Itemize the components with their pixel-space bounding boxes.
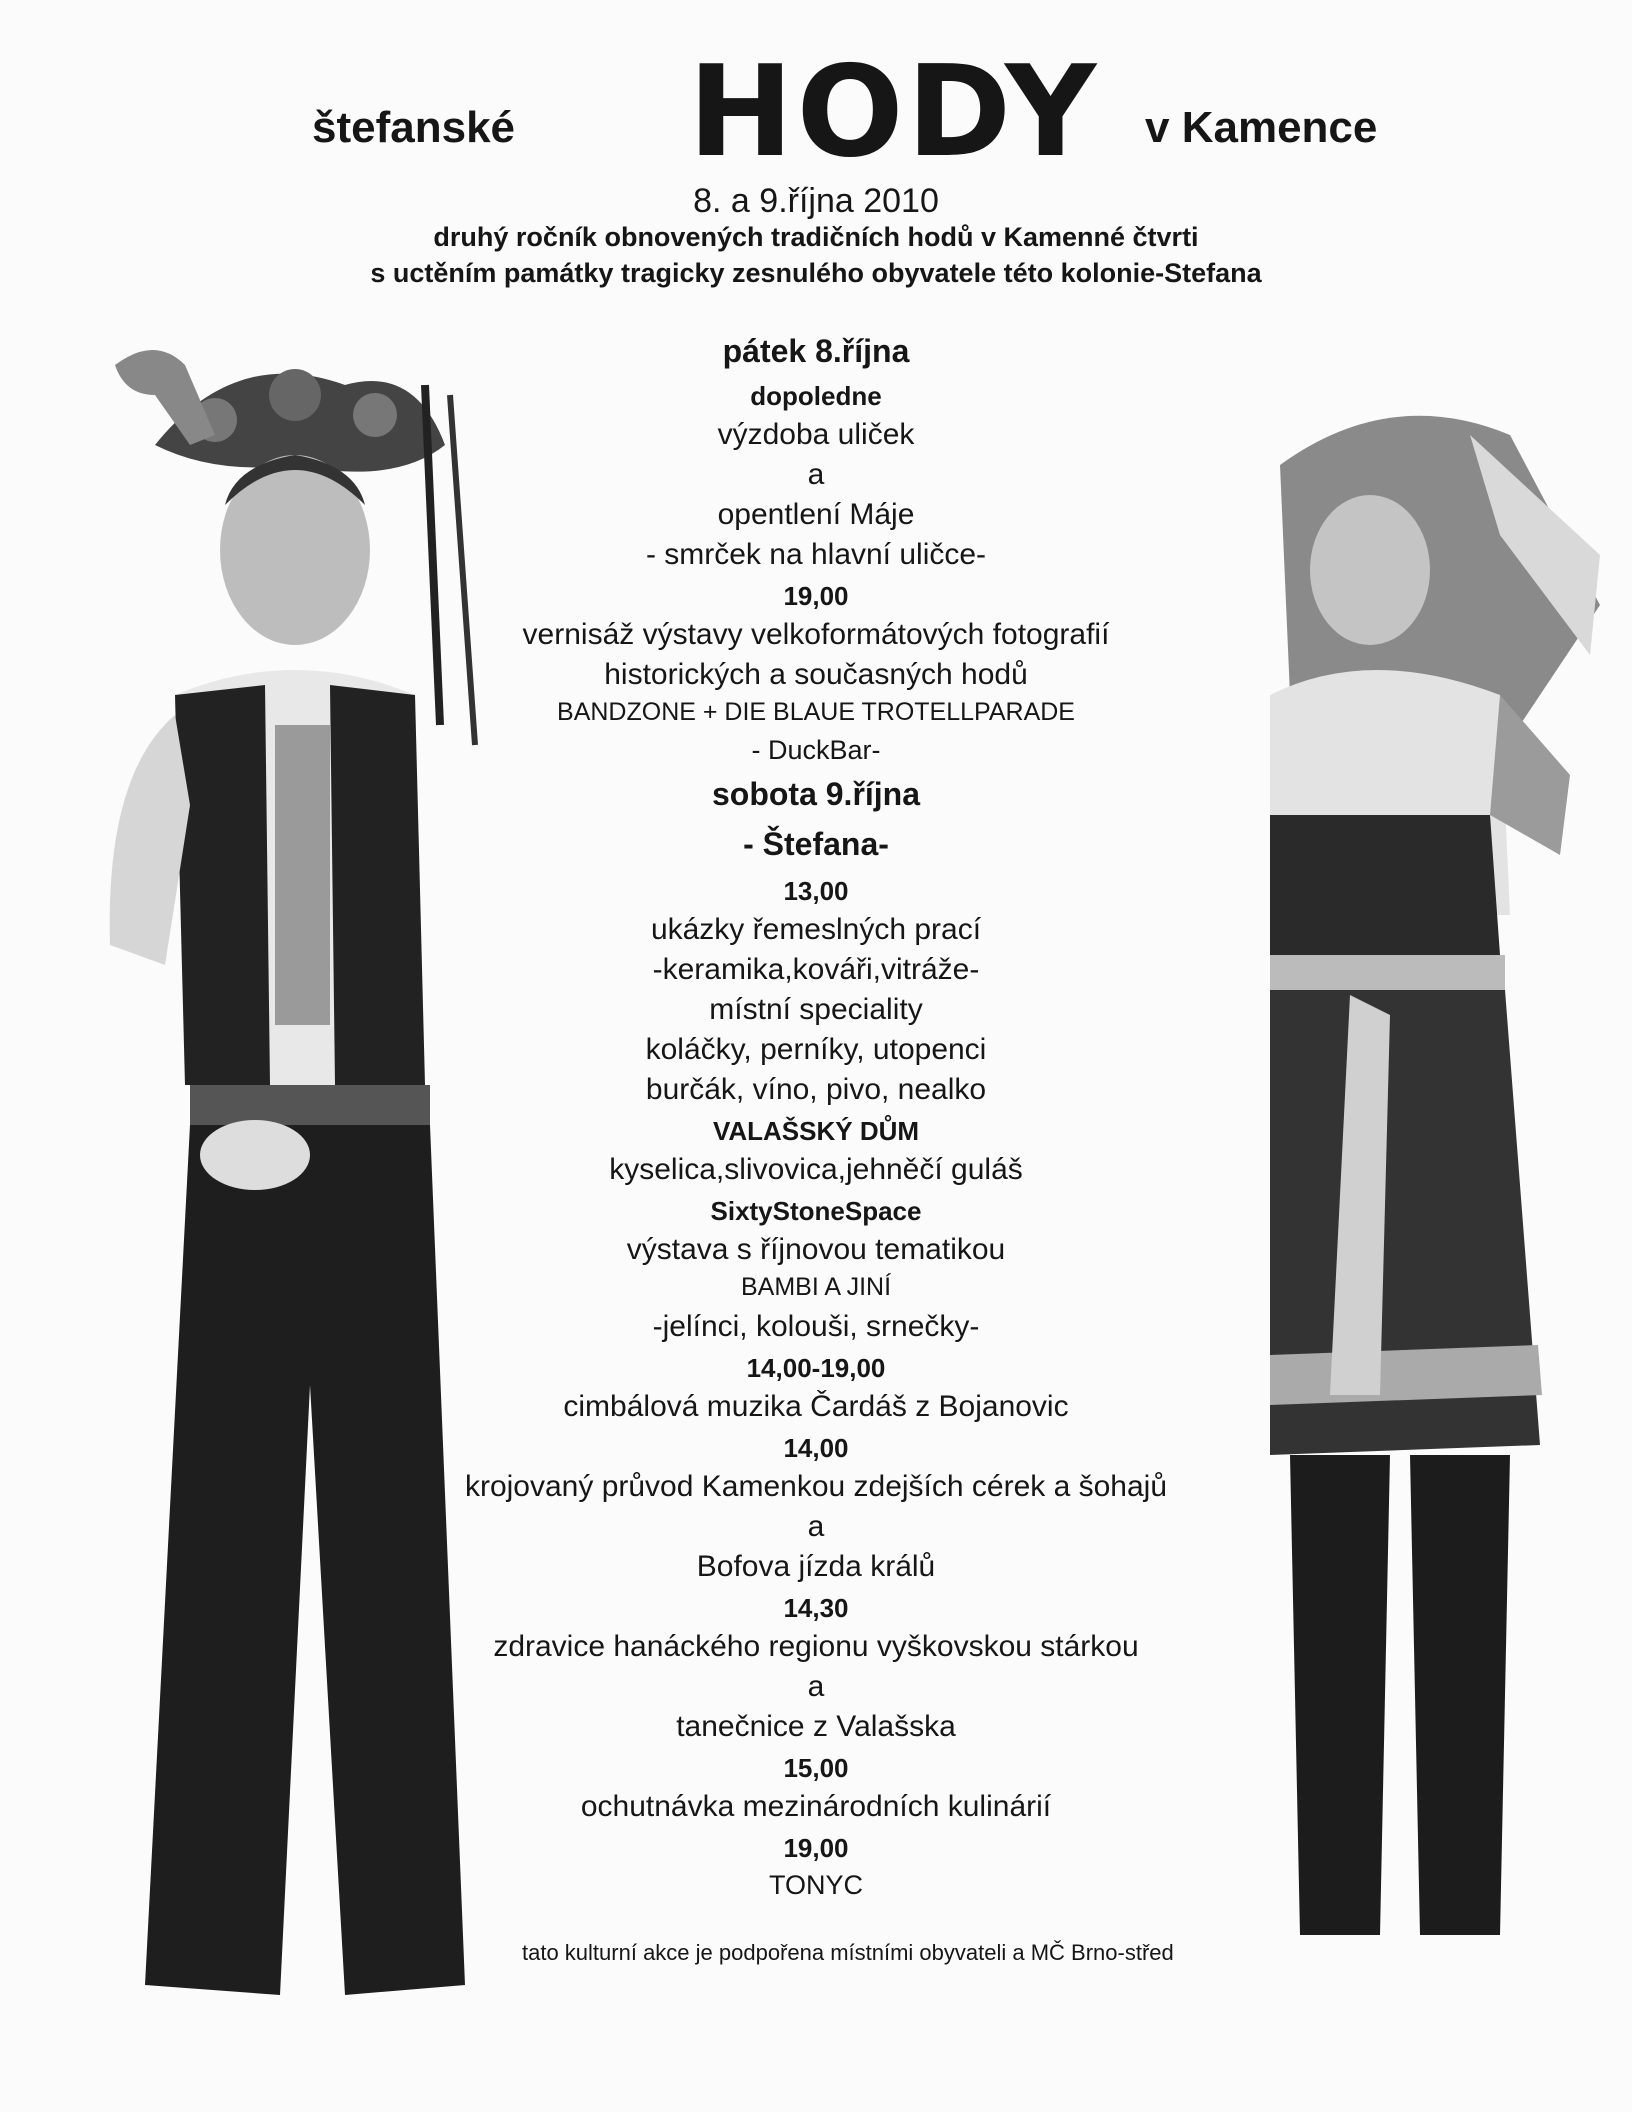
header-left-text: štefanské <box>312 103 516 152</box>
program-time: 13,00 <box>783 876 849 906</box>
program-time: 19,00 <box>783 581 849 611</box>
program-venue: SixtyStoneSpace <box>710 1196 922 1226</box>
program-line: -jelínci, kolouši, srnečky- <box>652 1310 980 1343</box>
program-time: 14,30 <box>783 1593 849 1623</box>
footer-note: tato kulturní akce je podpořena místními obyvateli a MČ Brno-střed <box>522 1940 1174 1965</box>
program-line: a <box>807 458 825 491</box>
program-line: a <box>807 1510 825 1543</box>
program-line: opentlení Máje <box>717 498 915 531</box>
program-line: tanečnice z Valašska <box>676 1710 956 1743</box>
program-line: cimbálová muzika Čardáš z Bojanovic <box>563 1390 1069 1423</box>
header-right-text: v Kamence <box>1145 103 1378 152</box>
program-line: ochutnávka mezinárodních kulinárií <box>580 1790 1052 1823</box>
program-time: 19,00 <box>783 1833 849 1863</box>
program-line: - DuckBar- <box>751 735 881 765</box>
program-line: BAMBI A JINÍ <box>740 1273 892 1301</box>
program-line: krojovaný průvod Kamenkou zdejších cérek a šohajů <box>464 1470 1168 1503</box>
program-line: výstava s říjnovou tematikou <box>626 1233 1006 1266</box>
program-line: burčák, víno, pivo, nealko <box>645 1073 987 1106</box>
program-line: ukázky řemeslných prací <box>650 913 982 946</box>
program-time: 14,00-19,00 <box>746 1353 886 1383</box>
program-line: místní speciality <box>709 993 923 1026</box>
program-time: dopoledne <box>750 381 882 411</box>
program-day-name: - Štefana- <box>743 826 889 862</box>
program-day-heading: sobota 9.října <box>711 776 921 812</box>
program-line: TONYC <box>768 1870 863 1900</box>
program-day-heading: pátek 8.října <box>722 333 910 369</box>
program-venue: VALAŠSKÝ DŮM <box>712 1116 920 1146</box>
page-title: HODY <box>688 38 1100 185</box>
program-line: koláčky, perníky, utopenci <box>645 1033 987 1066</box>
subtitle-line-1: druhý ročník obnovených tradičních hodů v Kamenné čtvrti <box>433 222 1199 252</box>
program-line: BANDZONE + DIE BLAUE TROTELLPARADE <box>557 698 1075 726</box>
program-line: výzdoba uliček <box>717 418 915 451</box>
program-line: vernisáž výstavy velkoformátových fotografií <box>522 618 1110 651</box>
event-dates: 8. a 9.října 2010 <box>693 182 939 220</box>
program-line: - smrček na hlavní uličce- <box>645 538 987 571</box>
subtitle-line-2: s uctěním památky tragicky zesnulého obyvatele této kolonie-Stefana <box>370 258 1262 288</box>
program-line: historických a současných hodů <box>604 658 1028 691</box>
program-time: 15,00 <box>783 1753 849 1783</box>
program-line: a <box>807 1670 825 1703</box>
program-line: -keramika,kováři,vitráže- <box>652 953 980 986</box>
program-line: zdravice hanáckého regionu vyškovskou stárkou <box>493 1630 1139 1663</box>
program-line: kyselica,slivovica,jehněčí guláš <box>609 1153 1023 1186</box>
program-time: 14,00 <box>783 1433 849 1463</box>
program-line: Bofova jízda králů <box>696 1550 936 1583</box>
